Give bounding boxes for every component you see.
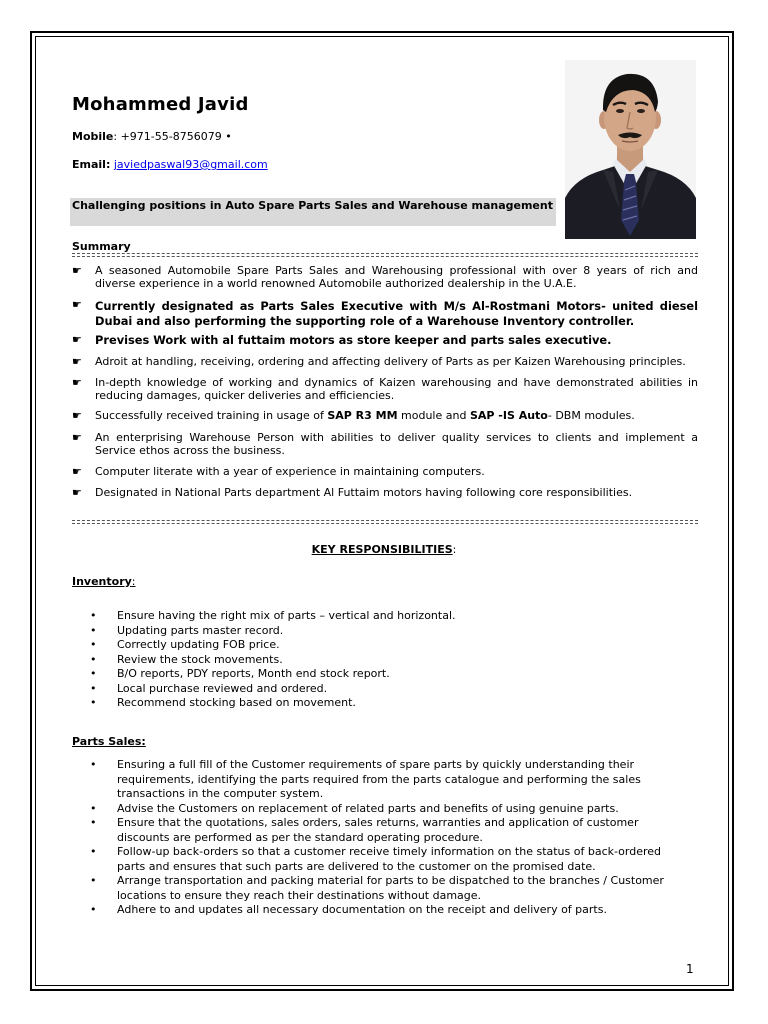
inventory-list	[90, 609, 456, 711]
list-item: • Ensuring a full fill of the Customer requirements of spare parts by quickly understanding their requirements, identifying the parts required from the parts catalogue and performing the sales transactions in the computer system.	[90, 758, 688, 802]
summary-item: ☛ Adroit at handling, receiving, ordering and affecting delivery of Parts as per Kaizen Warehousing principles.	[72, 355, 686, 368]
summary-item: ☛ Currently designated as Parts Sales Executive with M/s Al-Rostmani Motors- united diesel Dubai and also performing the supporting role of a Warehouse Inventory controller.	[72, 298, 698, 328]
summary-item: ☛ Computer literate with a year of experience in maintaining computers.	[72, 465, 485, 478]
list-item: • B/O reports, PDY reports, Month end stock report.	[90, 667, 456, 682]
list-item: • Ensure that the quotations, sales orders, sales returns, warranties and application of customer discounts are performed as per the standard operating procedure.	[90, 816, 688, 845]
pointing-hand-icon: ☛	[72, 486, 82, 499]
parts-sales-heading: Parts Sales:	[72, 735, 146, 748]
email-link[interactable]: javiedpaswal93@gmail.com	[113, 158, 268, 171]
list-item: • Follow-up back-orders so that a customer receive timely information on the status of back-ordered parts and ensures that such parts are delivered to the customer on the promised date.	[90, 845, 688, 874]
summary-item: ☛ In-depth knowledge of working and dynamics of Kaizen warehousing and have demonstrated abilities in reducing damages, quicker deliveries and efficiencies.	[72, 376, 698, 402]
mobile-value: : +971-55-8756079 •	[113, 130, 232, 143]
career-objective: Challenging positions in Auto Spare Parts Sales and Warehouse management	[70, 198, 556, 226]
summary-divider	[72, 253, 698, 257]
summary-item: ☛ An enterprising Warehouse Person with abilities to deliver quality services to clients and implement a Service ethos across the business.	[72, 431, 698, 457]
pointing-hand-icon: ☛	[72, 264, 82, 277]
email-label: Email:	[72, 158, 111, 171]
list-item: • Review the stock movements.	[90, 653, 456, 668]
list-item: • Updating parts master record.	[90, 624, 456, 639]
mobile-line	[72, 130, 232, 143]
mobile-label: Mobile	[72, 130, 114, 143]
pointing-hand-icon: ☛	[72, 431, 82, 444]
email-line	[72, 158, 268, 171]
pointing-hand-icon: ☛	[72, 465, 82, 478]
list-item: • Local purchase reviewed and ordered.	[90, 682, 456, 697]
page-number: 1	[686, 962, 694, 976]
list-item: • Arrange transportation and packing material for parts to be dispatched to the branches / Customer locations to ensure they reach their destinations without damage.	[90, 874, 688, 903]
candidate-name: Mohammed Javid	[72, 94, 249, 115]
profile-photo	[565, 60, 696, 239]
parts-sales-list	[90, 758, 688, 918]
pointing-hand-icon: ☛	[72, 298, 82, 311]
pointing-hand-icon: ☛	[72, 409, 82, 422]
inventory-heading: Inventory:	[72, 575, 136, 588]
summary-heading: Summary	[72, 240, 131, 253]
summary-item: ☛ A seasoned Automobile Spare Parts Sales and Warehousing professional with over 8 years of rich and diverse experience in a world renowned Automobile authorized dealership in the U.A.E.	[72, 264, 698, 290]
key-responsibilities-heading: KEY RESPONSIBILITIES:	[311, 543, 457, 556]
pointing-hand-icon: ☛	[72, 376, 82, 389]
pointing-hand-icon: ☛	[72, 355, 82, 368]
summary-item: ☛ Previses Work with al futtaim motors as store keeper and parts sales executive.	[72, 333, 612, 347]
section-divider	[72, 520, 698, 524]
pointing-hand-icon: ☛	[72, 333, 82, 346]
list-item: • Advise the Customers on replacement of related parts and benefits of using genuine parts.	[90, 802, 688, 817]
list-item: • Adhere to and updates all necessary documentation on the receipt and delivery of parts.	[90, 903, 688, 918]
list-item: • Ensure having the right mix of parts – vertical and horizontal.	[90, 609, 456, 624]
summary-item: ☛ Successfully received training in usage of SAP R3 MM module and SAP -IS Auto- DBM modules.	[72, 409, 635, 422]
list-item: • Recommend stocking based on movement.	[90, 696, 456, 711]
list-item: • Correctly updating FOB price.	[90, 638, 456, 653]
summary-item: ☛ Designated in National Parts department Al Futtaim motors having following core responsibilities.	[72, 486, 633, 499]
